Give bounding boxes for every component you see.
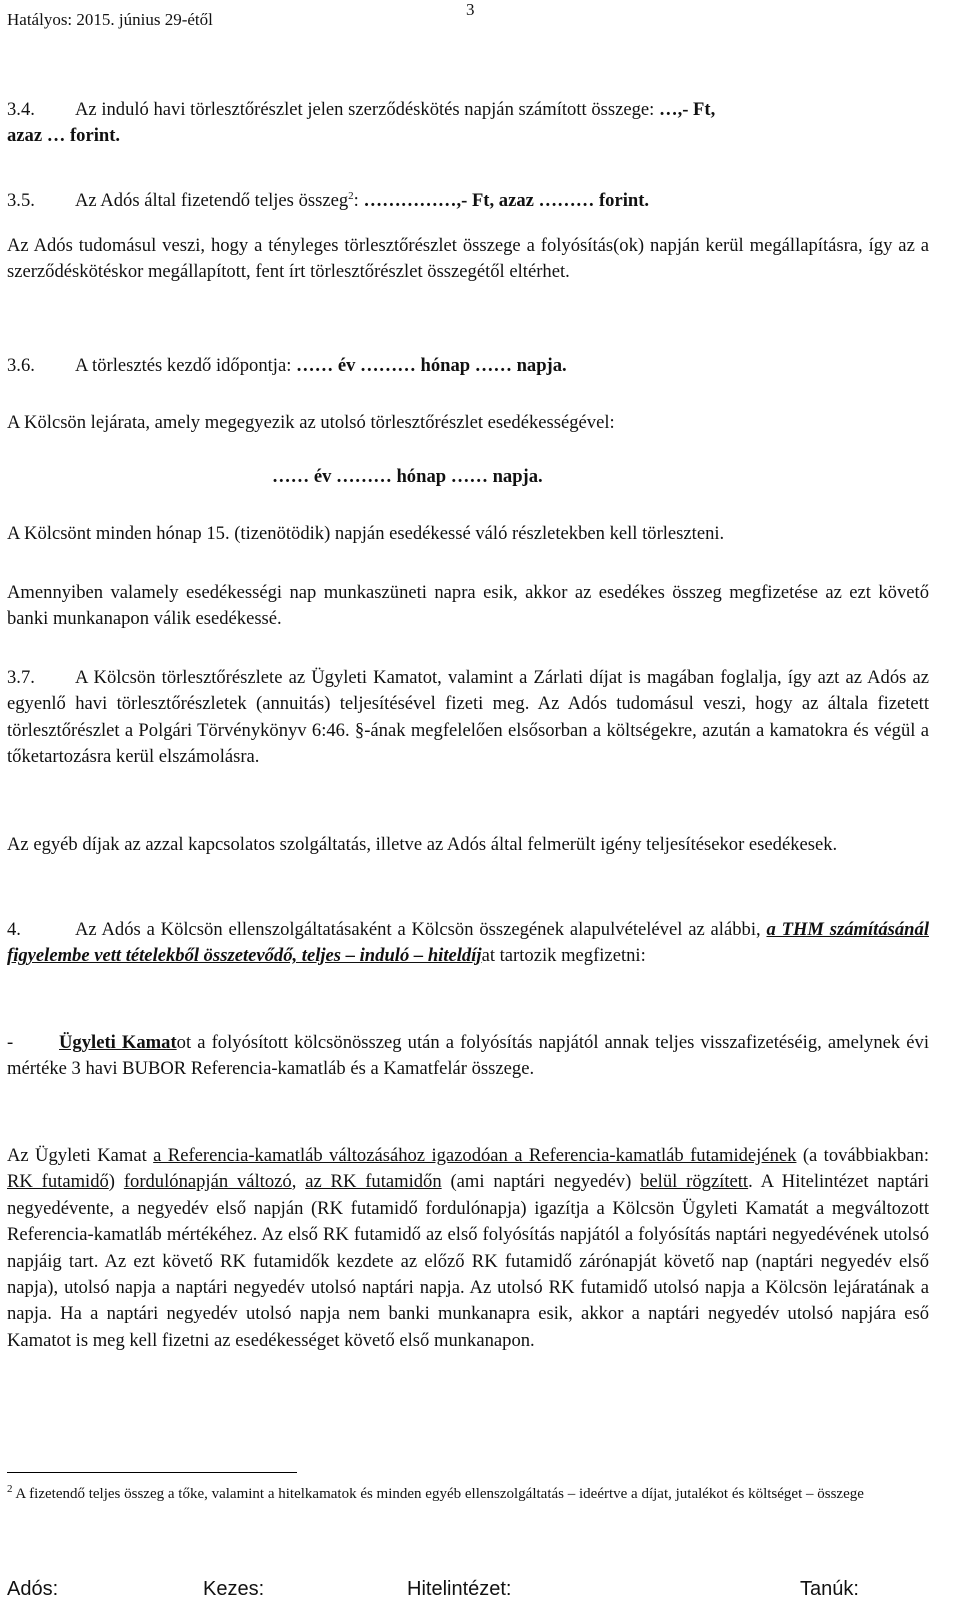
underlined-run: fordulónapján változó bbox=[123, 1171, 292, 1193]
colon: : bbox=[353, 190, 364, 212]
section-text: Az Adós a Kölcsön ellenszolgáltatásaként a Kölcsön összegének alapulvételével az alábbi, bbox=[75, 919, 767, 940]
section-number: 3.4. bbox=[7, 99, 35, 120]
section-text: A Kölcsön törlesztőrészlete az Ügyleti Kamatot, valamint a Zárlati díjat is magában foglalja, így azt az Adós az egyenlő havi törlesztőrészletek (annuitás) teljesítésével fizeti meg. Az Adós tudomásul veszi, hogy az általa fizetett törlesztőrészlet a Polgári Törvénykönyv 6:46. §-ának megfelelően elsősorban a költségekre, azután a kamatokra és végül a tőketartozásra kerül elszámolásra. bbox=[7, 667, 929, 768]
bullet-text: ot a folyósított kölcsönösszeg után a folyósítás napjától annak teljes visszafizetéséig, amelynek évi mértéke 3 havi BUBOR Referencia-kamatláb és a Kamatfelár összege. bbox=[7, 1032, 929, 1080]
footnote-number: 2 bbox=[7, 1483, 13, 1495]
signature-label-institution: Hitelintézet: bbox=[407, 1578, 512, 1600]
page-number: 3 bbox=[466, 0, 475, 19]
section-3-5 bbox=[7, 183, 929, 215]
transaction-interest-term: Ügyleti Kamat bbox=[59, 1032, 177, 1053]
text-run: (a továbbiakban: bbox=[796, 1145, 929, 1166]
section-3-7 bbox=[7, 665, 929, 771]
footnote-ref: 2 bbox=[348, 190, 354, 202]
footnote bbox=[7, 1479, 917, 1504]
interest-bullet bbox=[7, 1030, 929, 1083]
total-amount-blank: ……………,- Ft, azaz ……… forint. bbox=[363, 190, 650, 212]
paragraph-monthly: A Kölcsönt minden hónap 15. (tizenötödik) napján esedékessé váló részletekben kell törleszteni. bbox=[7, 523, 725, 544]
signature-label-debtor: Adós: bbox=[7, 1578, 59, 1600]
maturity-date-blank: …… év ……… hónap …… napja. bbox=[272, 466, 543, 487]
section-number: 3.6. bbox=[7, 355, 35, 376]
section-text: Az induló havi törlesztőrészlet jelen szerződéskötés napján számított összege: bbox=[75, 99, 659, 120]
text-run: ) bbox=[108, 1171, 124, 1193]
paragraph-holiday: Amennyiben valamely esedékességi nap munkaszüneti napra esik, akkor az esedékes összeg megfizetése az ezt követő banki munkanapon válik esedékessé. bbox=[7, 582, 929, 630]
section-text: Az Adós által fizetendő teljes összeg bbox=[75, 190, 349, 212]
section-number: 3.5. bbox=[7, 190, 35, 212]
text-run: . A Hitelintézet naptári negyedévente, a negyedév első napján (RK futamidő fordulónapja) igazítja a Kölcsön Ügyleti Kamatát a megváltozott Referencia-kamatláb mértékéhez. Az első RK futamidő az első folyósítás napjától a folyósítás naptári negyedévének utolsó napjáig tart. Az ezt követő RK futamidők kezdete az előző RK futamidő zárónapját követő nap (naptári negyedév első napja), utolsó napja a naptári negyedév utolsó naptári napja. Az utolsó RK futamidő utolsó napja a Kölcsön lejáratának a napja. Ha a naptári negyedév utolsó napja nem banki munkanapra esik, akkor a naptári negyedév utolsó napjára eső Kamatot is meg kell fizetni az esedékességet követő első munkanapon. bbox=[7, 1171, 929, 1351]
text-run: (ami naptári negyedév) bbox=[441, 1171, 641, 1193]
section-4 bbox=[7, 917, 929, 970]
section-number: 4. bbox=[7, 919, 21, 940]
paragraph-maturity: A Kölcsön lejárata, amely megegyezik az utolsó törlesztőrészlet esedékességével: bbox=[7, 412, 615, 433]
underlined-run: a Referencia-kamatláb változásához igazodóan a Referencia-kamatláb futamidejének bbox=[153, 1145, 797, 1166]
section-tail: at tartozik megfizetni: bbox=[481, 945, 646, 967]
section-text: A törlesztés kezdő időpontja: bbox=[75, 355, 297, 376]
signature-label-guarantor: Kezes: bbox=[203, 1578, 265, 1600]
section-3-6 bbox=[7, 353, 929, 379]
effective-date-header: Hatályos: 2015. június 29-étől bbox=[7, 10, 213, 29]
text-run: Az Ügyleti Kamat bbox=[7, 1145, 154, 1166]
underlined-run: RK futamidő bbox=[7, 1171, 109, 1193]
paragraph-fees: Az egyéb díjak az azzal kapcsolatos szolgáltatás, illetve az Adós által felmerült igény teljesítésekor esedékesek. bbox=[7, 834, 838, 855]
section-number: 3.7. bbox=[7, 667, 35, 688]
bullet-dash: - bbox=[7, 1032, 14, 1053]
footnote-divider bbox=[7, 1472, 297, 1473]
thm-emphasis: a THM számításánál figyelembe vett tételekből összetevődő, teljes – induló – hiteldíj bbox=[7, 919, 929, 967]
signature-label-witnesses: Tanúk: bbox=[800, 1578, 859, 1600]
section-3-4 bbox=[7, 97, 929, 150]
amount-words-blank: azaz … forint. bbox=[7, 125, 121, 147]
underlined-run: belül rögzített bbox=[640, 1171, 749, 1193]
footnote-text: A fizetendő teljes összeg a tőke, valamint a hitelkamatok és minden egyéb ellenszolgáltatás – ideértve a díjat, jutalékot és költséget – összege bbox=[12, 1486, 864, 1502]
paragraph-adjustment: Az Adós tudomásul veszi, hogy a tényleges törlesztőrészlet összege a folyósítás(ok) napján kerül megállapításra, így az a szerződéskötéskor megállapított, fent írt törlesztőrészlet összegétől eltérhet. bbox=[7, 235, 929, 283]
paragraph-interest bbox=[7, 1143, 929, 1354]
underlined-run: az RK futamidőn bbox=[305, 1171, 442, 1193]
amount-blank: …,- Ft, bbox=[658, 99, 716, 120]
text-run: , bbox=[291, 1171, 306, 1193]
start-date-blank: …… év ……… hónap …… napja. bbox=[296, 355, 567, 376]
